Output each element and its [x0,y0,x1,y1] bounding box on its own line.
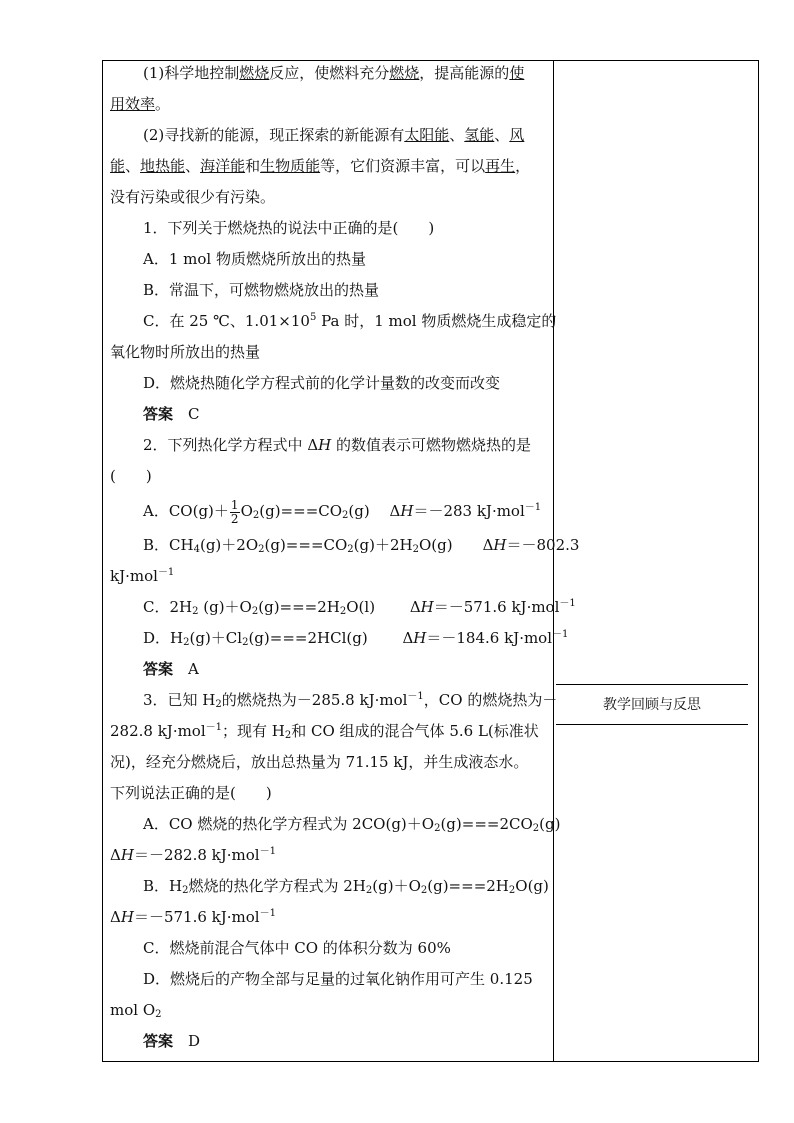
side-rule-bottom [556,724,748,725]
q1-option-c: C．在 25 ℃、$1.01\times 10^5$ Pa 时，1 mol 物质燃烧生成稳定的 [143,312,557,330]
q3-answer: 答案 D [143,1032,201,1050]
q2-option-d: D．$H_2(g)+Cl_2(g)===2HCl(g)$ ΔH＝－184.6 kJ·mol$^{-1}$ [143,629,569,648]
q3-option-d-cont: mol $O_2$ [110,1001,162,1020]
q3-line2: 282.8 kJ·mol$^{-1}$；现有 $H_2$和 CO 组成的混合气体 5.6 L(标准状 [110,722,539,741]
q2-stem: 2．下列热化学方程式中 ΔH 的数值表示可燃物燃烧热的是 [143,436,532,454]
q3-option-b-cont: ΔH＝－571.6 kJ·mol$^{-1}$ [110,908,276,926]
half-fraction: $\frac{1}{2}$ [230,497,239,526]
q3-line3: 况)，经充分燃烧后，放出总热量为 71.15 kJ，并生成液态水。 [110,753,529,771]
para2-line3: 没有污染或很少有污染。 [110,188,276,206]
q2-option-b-cont: kJ·mol$^{-1}$ [110,567,175,585]
q3-option-a-cont: ΔH＝－282.8 kJ·mol$^{-1}$ [110,846,276,864]
q1-option-d: D．燃烧热随化学方程式前的化学计量数的改变而改变 [143,374,501,392]
q2-stem-cont: ( ) [110,467,152,485]
q1-answer: 答案 C [143,405,200,423]
q1-option-b: B．常温下，可燃物燃烧放出的热量 [143,281,380,299]
reflection-label: 教学回顾与反思 [603,697,701,713]
side-rule-top [556,684,748,685]
q2-answer: 答案 A [143,660,199,678]
q1-stem: 1．下列关于燃烧热的说法中正确的是( ) [143,219,435,237]
q2-option-a: A．CO(g)＋ $\frac{1}{2}$ $O_2(g)===CO_2(g)$ ΔH＝－283 kJ·mol$^{-1}$ [143,497,542,526]
q3-option-c: C．燃烧前混合气体中 CO 的体积分数为 60% [143,939,451,957]
q2-option-c: C．$2H_2$ $(g)+O_2(g)===2H_2O(l)$ ΔH＝－571.6 kJ·mol$^{-1}$ [143,598,576,617]
q3-option-d: D．燃烧后的产物全部与足量的过氧化钠作用可产生 0.125 [143,970,533,988]
lesson-content [110,60,580,1057]
para2-line2: 能、地热能、海洋能和生物质能等，它们资源丰富，可以再生， [110,157,531,175]
para2-line1: (2)寻找新的能源，现正探索的新能源有太阳能、氢能、风 [143,126,525,144]
q3-option-b: B．$H_2$燃烧的热化学方程式为 $2H_2(g)+O_2(g)===2H_2O(g)$ [143,877,549,896]
column-divider [553,60,554,1062]
para1-line2: 用效率。 [110,95,171,113]
q1-option-a: A．1 mol 物质燃烧所放出的热量 [143,250,366,268]
q3-line4: 下列说法正确的是( ) [110,784,272,802]
q2-option-b: B．$CH_4(g)+2O_2(g)===CO_2(g)+2H_2O(g)$ ΔH＝－802.3 [143,536,580,555]
q3-line1: 3．已知 $H_2$的燃烧热为－285.8 kJ·mol$^{-1}$，CO 的燃烧热为－ [143,691,558,710]
q3-option-a: A．CO 燃烧的热化学方程式为 $2CO(g)+O_2(g)===2CO_2(g)$ [143,815,561,834]
q1-option-c-cont: 氧化物时所放出的热量 [110,343,261,361]
para1-line1: (1)科学地控制燃烧反应，使燃料充分燃烧，提高能源的使 [143,64,525,82]
